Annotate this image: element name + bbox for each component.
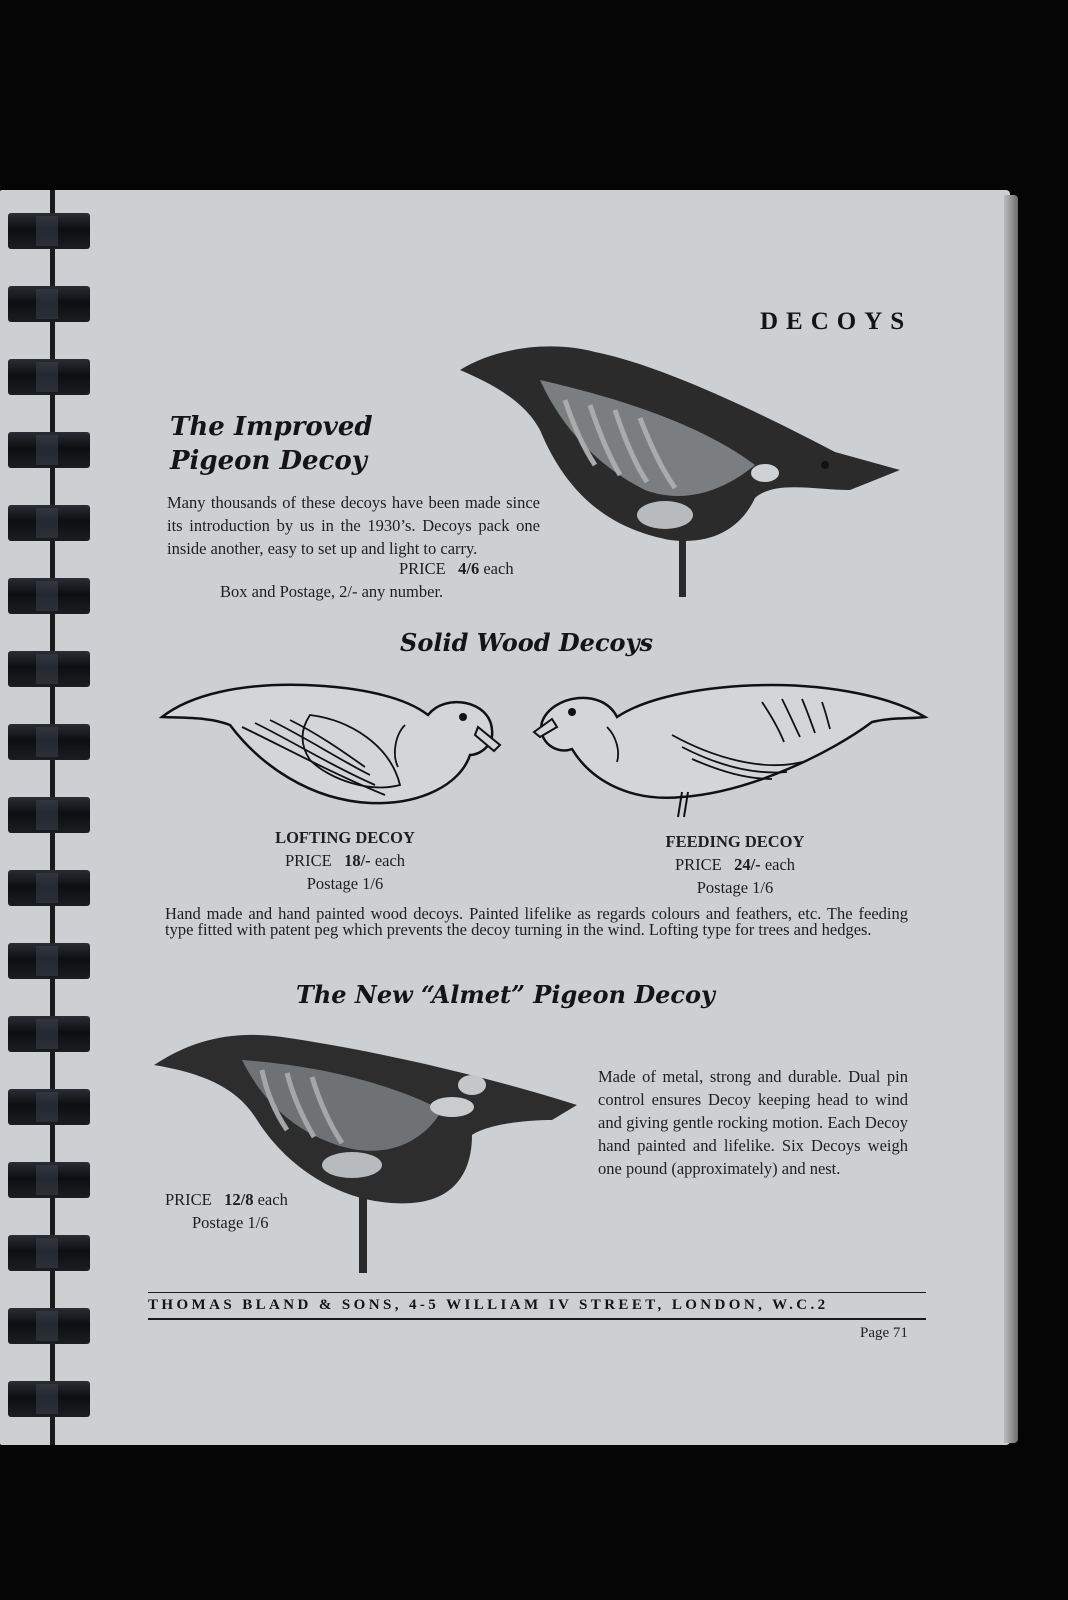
binding-coil <box>8 578 90 614</box>
feeding-body <box>541 685 925 798</box>
decoy-highlight <box>637 501 693 529</box>
lofting-decoy-caption <box>230 826 460 895</box>
improved-decoy-title <box>170 410 373 478</box>
lofting-decoy-name: LOFTING DECOY <box>275 828 415 847</box>
feeding-decoy-drawing <box>532 677 927 822</box>
decoy-hole <box>430 1097 474 1117</box>
solid-wood-title: Solid Wood Decoys <box>400 628 654 657</box>
price-unit: each <box>764 855 796 874</box>
binding-coil <box>8 505 90 541</box>
binding-coil <box>8 870 90 906</box>
decoy-hole <box>751 464 779 482</box>
solid-wood-text: Hand made and hand painted wood decoys. Painted lifelike as regards colours and feathers, etc. The feeding type fitted with patent peg which prevents the decoy turning in the wind. Lofting type for trees and hedges. <box>165 904 908 939</box>
footer-rule-top <box>148 1292 926 1293</box>
feeding-decoy-caption <box>620 830 850 899</box>
feeding-eye <box>568 708 576 716</box>
improved-title-line2: Pigeon Decoy <box>170 446 367 476</box>
improved-decoy-postage: Box and Postage, 2/- any number. <box>220 582 444 601</box>
almet-decoy-price-block <box>165 1188 288 1234</box>
binding-coil <box>8 1235 90 1271</box>
feeding-decoy-price <box>620 853 850 876</box>
improved-decoy-photo <box>455 340 905 600</box>
binding-coil <box>8 1016 90 1052</box>
page-number: Page 71 <box>860 1325 908 1341</box>
price-value: 12/8 <box>224 1190 254 1209</box>
price-unit: each <box>374 851 406 870</box>
almet-decoy-text: Made of metal, strong and durable. Dual pin control ensures Decoy keeping head to wind and giving gentle rocking motion. Each Decoy hand painted and lifelike. Six Decoys weigh one pound (approximately) and nest. <box>598 1067 908 1178</box>
binding-coil <box>8 359 90 395</box>
binding-coil <box>8 213 90 249</box>
footer-address: THOMAS BLAND & SONS, 4-5 WILLIAM IV STREET, LONDON, W.C.2 <box>148 1297 829 1313</box>
binding-coil <box>8 1381 90 1417</box>
price-label: PRICE <box>284 851 332 870</box>
price-value: 18/- <box>344 851 371 870</box>
binding-coil <box>8 1089 90 1125</box>
price-label: PRICE <box>674 855 722 874</box>
price-value: 24/- <box>734 855 761 874</box>
lofting-decoy-drawing <box>160 675 510 810</box>
almet-decoy-title: The New “Almet” Pigeon Decoy <box>296 980 715 1009</box>
binding-coil <box>8 651 90 687</box>
binding-coil <box>8 1162 90 1198</box>
decoy-highlight <box>322 1152 382 1178</box>
page-edge-stack <box>1004 195 1018 1443</box>
feeding-decoy-name: FEEDING DECOY <box>665 832 805 851</box>
improved-decoy-text: Many thousands of these decoys have been made since its introduction by us in the 1930’s. Decoys pack one inside another, easy to set up and light to carry. <box>167 493 540 558</box>
improved-title-line1: The Improved <box>170 412 373 442</box>
almet-decoy-postage: Postage 1/6 <box>192 1213 269 1232</box>
binding-coil <box>8 432 90 468</box>
price-unit: each <box>257 1190 288 1209</box>
almet-decoy-photo <box>152 1025 582 1275</box>
decoy-spot <box>458 1075 486 1095</box>
binding-coil <box>8 286 90 322</box>
binding-coil <box>8 1308 90 1344</box>
price-unit: each <box>483 559 514 578</box>
binding-coil <box>8 724 90 760</box>
footer-rule-bottom <box>148 1318 926 1320</box>
decoy-eye <box>821 461 829 469</box>
lofting-body <box>162 685 492 803</box>
lofting-decoy-price <box>230 849 460 872</box>
lofting-eye <box>459 713 467 721</box>
almet-decoy-price <box>165 1188 288 1211</box>
binding-coil <box>8 943 90 979</box>
feeding-decoy-postage: Postage 1/6 <box>696 878 774 897</box>
lofting-decoy-postage: Postage 1/6 <box>306 874 384 893</box>
price-label: PRICE <box>399 559 446 578</box>
price-value: 4/6 <box>458 559 480 578</box>
price-label: PRICE <box>165 1190 212 1209</box>
section-header: DECOYS <box>760 308 913 335</box>
binding-coil <box>8 797 90 833</box>
